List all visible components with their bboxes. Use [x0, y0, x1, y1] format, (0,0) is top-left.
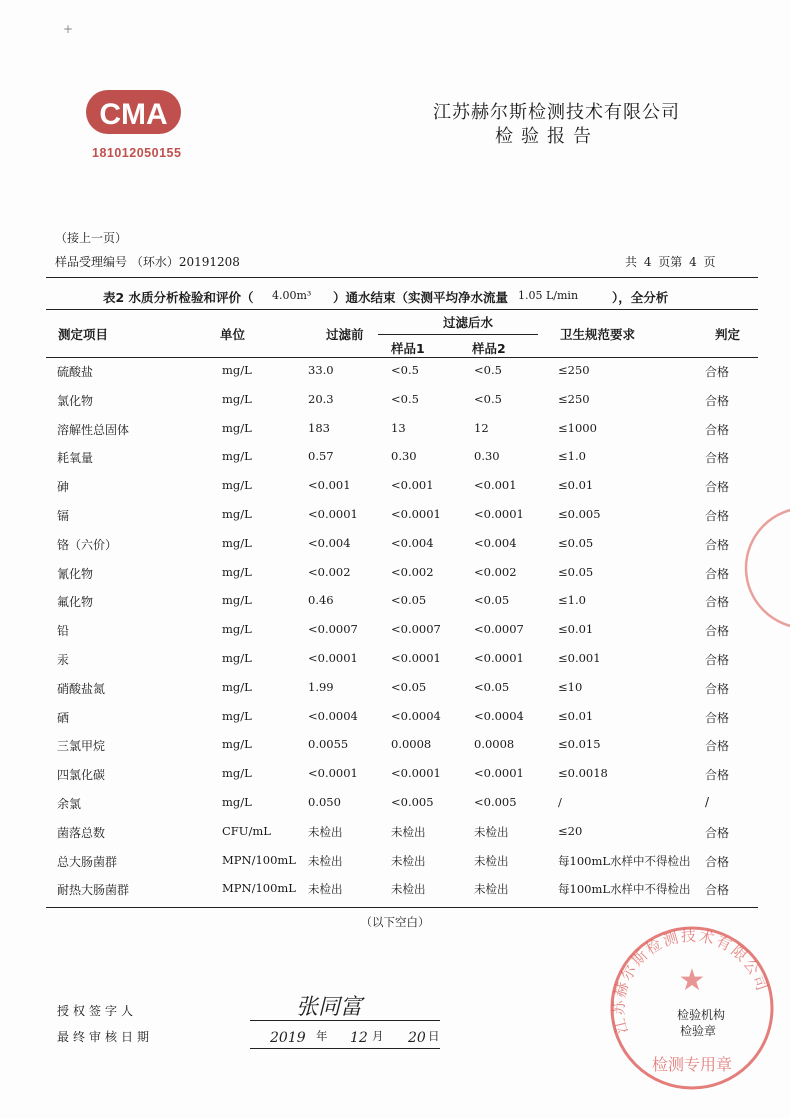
cell-s2: <0.004: [474, 535, 517, 550]
cell-before: 183: [308, 420, 330, 435]
cell-s2: <0.002: [474, 564, 517, 579]
cell-before: 未检出: [308, 882, 343, 897]
cell-std: ≤0.0018: [558, 766, 608, 781]
cell-unit: mg/L: [222, 622, 252, 637]
cell-s1: 0.30: [391, 449, 417, 464]
cell-item: 氯化物: [57, 393, 94, 408]
table-bottom-rule: [46, 907, 758, 908]
cell-s2: <0.001: [474, 478, 517, 493]
date-month: 12: [350, 1030, 368, 1046]
col-before: 过滤前: [326, 327, 364, 342]
header-rule-sub: [378, 334, 538, 335]
cell-item: 总大肠菌群: [57, 854, 118, 869]
cell-v: 合格: [705, 739, 730, 754]
cell-s2: <0.5: [474, 391, 502, 406]
cell-before: <0.0004: [308, 708, 358, 723]
cell-s1: 未检出: [391, 853, 426, 868]
col-verdict: 判定: [715, 327, 741, 342]
cell-v: 合格: [705, 509, 730, 523]
cell-unit: MPN/100mL: [222, 881, 296, 896]
cell-before: 未检出: [308, 853, 343, 868]
cma-letters: CMA: [99, 98, 168, 131]
cell-item: 耐热大肠菌群: [57, 883, 130, 898]
edge-stamp: [726, 508, 790, 628]
cell-std: ≤1000: [558, 420, 597, 435]
cell-unit: mg/L: [222, 737, 252, 752]
cell-item: 氟化物: [57, 595, 94, 610]
cell-item: 菌落总数: [57, 825, 106, 840]
cell-s1: <0.001: [391, 478, 434, 493]
cell-item: 硝酸盐氮: [57, 681, 106, 696]
cell-std: /: [558, 795, 562, 809]
cell-v: 合格: [705, 854, 730, 869]
cell-before: 33.0: [308, 363, 334, 377]
cell-unit: mg/L: [222, 564, 252, 579]
cell-unit: MPN/100mL: [222, 852, 296, 867]
cell-std: ≤250: [558, 363, 590, 377]
signatory-label: 授权签字人: [57, 1004, 138, 1018]
cell-unit: mg/L: [222, 708, 252, 723]
cell-std: ≤0.015: [558, 737, 601, 752]
cell-std: ≤0.01: [558, 478, 594, 493]
caption-mid: ）通水结束（实测平均净水流量: [333, 290, 509, 305]
cell-before: 0.57: [308, 449, 334, 464]
cell-before: 0.0055: [308, 737, 349, 752]
cell-unit: mg/L: [222, 363, 252, 377]
cell-unit: mg/L: [222, 593, 252, 608]
cell-s1: <0.002: [391, 564, 434, 579]
cell-s1: <0.5: [391, 391, 419, 406]
page-info: 共 4 页第 4 页: [625, 255, 716, 269]
cell-item: 氰化物: [57, 566, 94, 581]
cell-std: 每100mL水样中不得检出: [558, 882, 691, 897]
cell-v: 合格: [705, 365, 730, 379]
cell-unit: mg/L: [222, 679, 252, 694]
cell-before: <0.002: [308, 564, 351, 579]
date-day-unit: 日: [428, 1029, 440, 1043]
col-unit: 单位: [220, 327, 246, 342]
cell-before: 1.99: [308, 679, 334, 694]
caption-flow: 1.05 L/min: [518, 289, 579, 302]
cell-std: ≤0.05: [558, 564, 594, 579]
cell-before: <0.0007: [308, 622, 358, 637]
cell-v: 合格: [705, 825, 730, 840]
cell-std: ≤250: [558, 391, 590, 406]
cell-v: 合格: [705, 595, 730, 610]
top-rule: [46, 277, 758, 278]
cell-before: <0.0001: [308, 651, 358, 665]
cell-v: 合格: [705, 883, 730, 898]
cell-s2: <0.0004: [474, 708, 524, 723]
report-title: 检验报告: [495, 126, 599, 147]
cell-s2: <0.5: [474, 363, 502, 377]
cell-s1: <0.0001: [391, 507, 441, 521]
cell-item: 余氯: [57, 797, 82, 811]
cell-std: ≤0.005: [558, 507, 601, 521]
cell-s2: <0.0001: [474, 507, 524, 521]
cell-item: 汞: [57, 653, 70, 667]
cell-before: <0.004: [308, 535, 351, 550]
cell-s1: 0.0008: [391, 737, 432, 752]
stamp-bottom: 检测专用章: [651, 1055, 733, 1074]
stamp-ring: 江苏赫尔斯检测技术有限公司: [609, 926, 772, 1036]
cell-std: ≤0.05: [558, 535, 594, 550]
cell-s2: <0.0001: [474, 651, 524, 665]
cell-std: ≤1.0: [558, 449, 586, 464]
cell-s1: 13: [391, 420, 406, 435]
cell-s1: 未检出: [391, 824, 426, 839]
cell-std: ≤0.01: [558, 622, 594, 637]
cell-std: ≤20: [558, 823, 583, 838]
cell-item: 镉: [57, 509, 70, 523]
stamp-line2: 检验章: [680, 1024, 717, 1038]
date-month-unit: 月: [372, 1029, 384, 1043]
cell-item: 硫酸盐: [57, 365, 94, 379]
review-date-label: 最终审核日期: [57, 1030, 154, 1044]
col-sample2: 样品2: [472, 341, 506, 356]
col-sample1: 样品1: [391, 341, 425, 356]
cell-s2: <0.005: [474, 795, 517, 809]
cell-before: <0.0001: [308, 766, 358, 781]
cell-std: ≤0.001: [558, 651, 601, 665]
header-rule-top: [46, 309, 758, 310]
caption-volume: 4.00m³: [272, 289, 312, 302]
cell-unit: mg/L: [222, 420, 252, 435]
cell-unit: mg/L: [222, 449, 252, 464]
cell-unit: mg/L: [222, 766, 252, 781]
col-item: 测定项目: [58, 327, 109, 342]
cma-number: 181012050155: [92, 146, 182, 160]
cell-v: 合格: [705, 480, 730, 495]
cell-v: 合格: [705, 681, 730, 696]
cell-s2: <0.0007: [474, 622, 524, 637]
cell-item: 溶解性总固体: [57, 422, 130, 437]
cell-unit: mg/L: [222, 507, 252, 521]
cell-before: <0.001: [308, 478, 351, 493]
signature-line: [250, 1020, 440, 1021]
date-year-unit: 年: [316, 1029, 328, 1043]
sample-number: 样品受理编号 （环水）20191208: [55, 255, 240, 269]
date-day: 20: [408, 1030, 426, 1046]
caption-label: 表2 水质分析检验和评价（: [103, 290, 254, 305]
caption-end: ），全分析: [612, 290, 669, 305]
cell-v: 合格: [705, 624, 730, 639]
cell-before: <0.0001: [308, 507, 358, 521]
corner-mark: +: [63, 22, 74, 36]
cell-std: ≤1.0: [558, 593, 586, 608]
cell-s2: 未检出: [474, 882, 509, 897]
cell-s2: <0.0001: [474, 766, 524, 781]
cell-unit: mg/L: [222, 651, 252, 665]
cell-item: 铬（六价）: [57, 537, 118, 552]
col-after: 过滤后水: [443, 315, 494, 330]
cell-v: /: [705, 795, 710, 809]
cell-v: 合格: [705, 422, 730, 437]
cell-s2: <0.05: [474, 593, 510, 608]
cell-s2: 未检出: [474, 853, 509, 868]
cell-s1: 未检出: [391, 882, 426, 897]
blank-note: （以下空白）: [360, 915, 430, 929]
cell-s1: <0.005: [391, 795, 434, 809]
cell-v: 合格: [705, 566, 730, 581]
cell-before: 0.46: [308, 593, 334, 608]
cell-v: 合格: [705, 451, 730, 466]
date-year: 2019: [270, 1030, 306, 1046]
cell-v: 合格: [705, 537, 730, 552]
cell-item: 硒: [57, 710, 70, 725]
cell-std: 每100mL水样中不得检出: [558, 853, 691, 868]
cell-s2: 0.0008: [474, 737, 515, 752]
cell-std: ≤10: [558, 679, 583, 694]
date-line: [250, 1048, 440, 1049]
cell-std: ≤0.01: [558, 708, 594, 723]
cell-s1: <0.0004: [391, 708, 441, 723]
cell-before: 20.3: [308, 391, 334, 406]
cell-unit: mg/L: [222, 535, 252, 550]
star-icon: ★: [678, 963, 706, 998]
cell-s2: 未检出: [474, 824, 509, 839]
cell-s1: <0.0001: [391, 766, 441, 781]
cell-v: 合格: [705, 393, 730, 408]
cell-s2: 0.30: [474, 449, 500, 464]
cell-before: 0.050: [308, 795, 341, 809]
cell-s1: <0.05: [391, 679, 427, 694]
cell-item: 砷: [57, 480, 70, 495]
header-rule-bottom: [46, 357, 758, 358]
cell-v: 合格: [705, 710, 730, 725]
cell-s2: 12: [474, 420, 489, 435]
cell-s1: <0.05: [391, 593, 427, 608]
cell-unit: mg/L: [222, 478, 252, 493]
cell-item: 铅: [57, 624, 70, 639]
continued-note: （接上一页）: [55, 231, 128, 245]
cell-item: 耗氧量: [57, 451, 94, 466]
cell-s1: <0.0001: [391, 651, 441, 665]
signature: 张同富: [296, 995, 363, 1020]
cell-item: 四氯化碳: [57, 768, 106, 783]
cma-logo: [86, 86, 181, 138]
stamp-line1: 检验机构: [677, 1008, 726, 1022]
cell-unit: mg/L: [222, 795, 252, 809]
cell-s1: <0.004: [391, 535, 434, 550]
cell-s1: <0.0007: [391, 622, 441, 637]
cell-v: 合格: [705, 768, 730, 783]
cell-item: 三氯甲烷: [57, 739, 106, 754]
cell-before: 未检出: [308, 824, 343, 839]
cell-s1: <0.5: [391, 363, 419, 377]
cell-unit: CFU/mL: [222, 823, 271, 838]
cell-unit: mg/L: [222, 391, 252, 406]
cell-s2: <0.05: [474, 679, 510, 694]
col-standard: 卫生规范要求: [560, 327, 636, 342]
company-name: 江苏赫尔斯检测技术有限公司: [433, 102, 680, 123]
cell-v: 合格: [705, 653, 730, 667]
